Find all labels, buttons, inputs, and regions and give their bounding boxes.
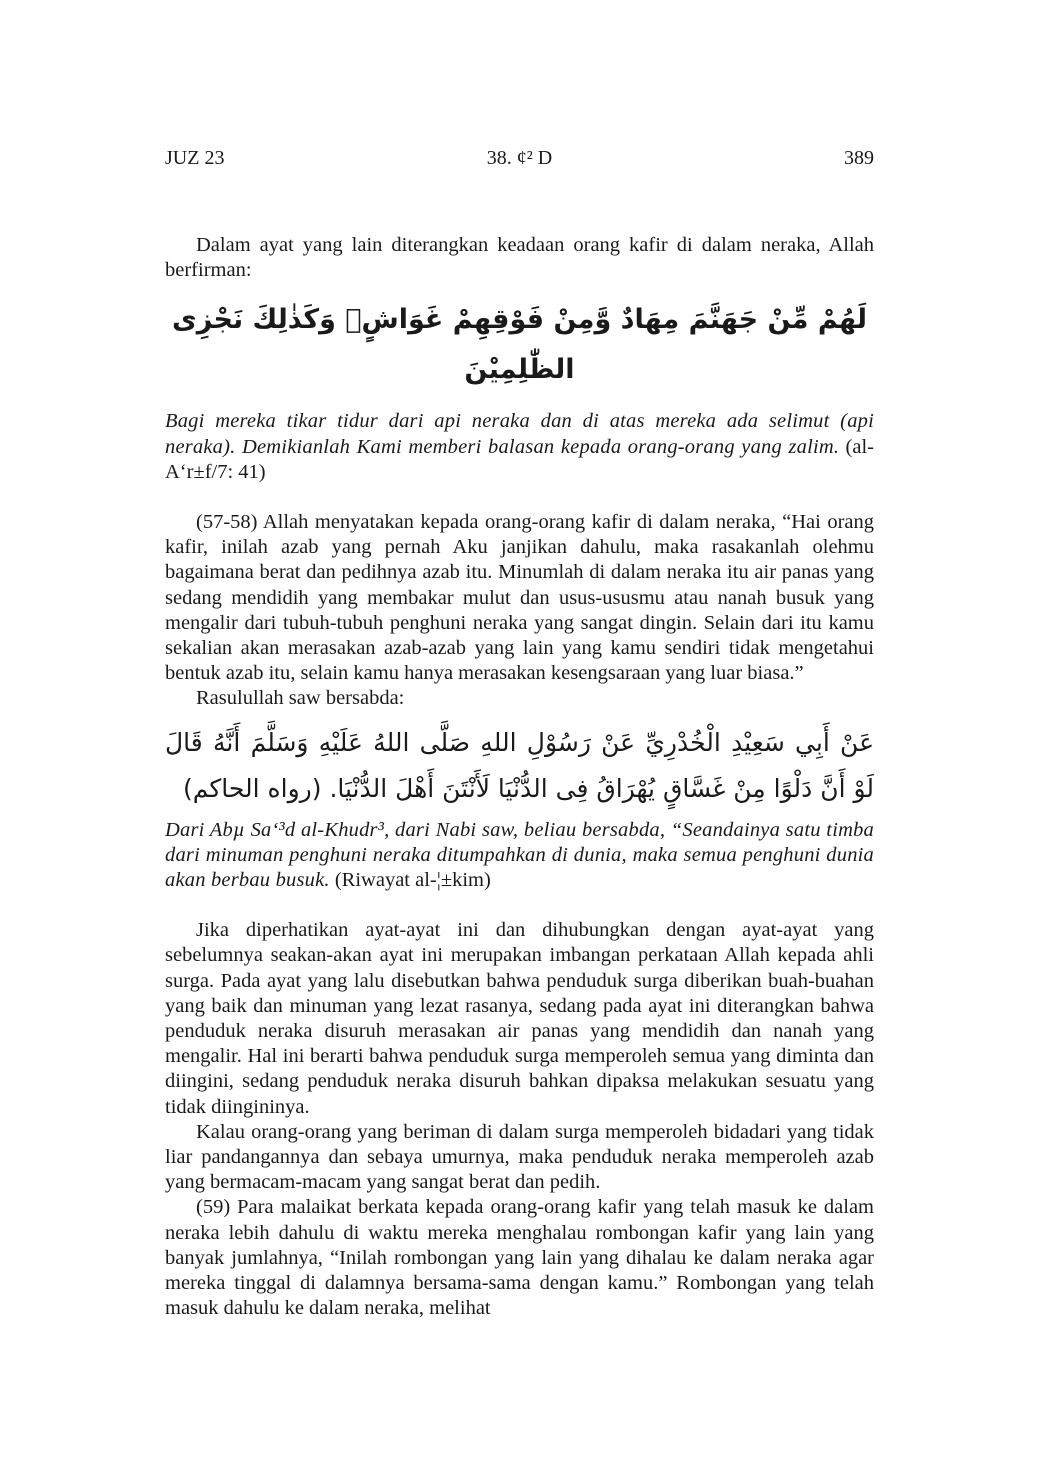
page	[165, 0, 874, 1475]
paragraph-hadith-intro: Rasulullah saw bersabda:	[196, 687, 405, 710]
page-body	[165, 233, 874, 1322]
hadith-arabic: عَنْ أَبِي سَعِيْدِ الْخُدْرِيِّ عَنْ رَسُوْلِ اللهِ صَلَّى اللهُ عَلَيْهِ وَسَلَّمَ أَنَّهُ قَالَ لَوْ أَنَّ دَلْوًا مِنْ غَسَّاقٍ يُهْرَاقُ فِى الدُّنْيَا لَأَنْتَنَ أَهْلَ الدُّنْيَا. (رواه الحاكم)	[165, 727, 874, 803]
running-header	[165, 147, 874, 171]
surah-label: 38. ¢² D	[486, 147, 553, 169]
hadith-translation-text: Dari Abµ Sa‘³d al-Khudr³, dari Nabi saw, beliau bersabda, “Seandainya satu timba dari minuman penghuni neraka ditumpahkan di dunia, maka semua penghuni dunia akan berbau busuk.	[165, 818, 874, 892]
paragraph-bidadari: Kalau orang-orang yang beriman di dalam surga memperoleh bidadari yang tidak liar pandangannya dan sebaya umurnya, maka penduduk neraka memperoleh azab yang bermacam-macam yang sangat berat dan pedih.	[165, 1120, 874, 1194]
page-number: 389	[844, 147, 874, 169]
verse-reference: (al-A‘r±f/7: 41)	[165, 435, 875, 483]
paragraph-57-58: (57-58) Allah menyatakan kepada orang-orang kafir di dalam neraka, “Hai orang kafir, inilah azab yang pernah Aku janjikan dahulu, maka rasakanlah olehmu bagaimana berat dan pedihnya azab itu. Minumlah di dalam neraka itu air panas yang sedang mendidih yang membakar mulut dan usus-ususmu atau nanah busuk yang mengalir dari tubuh-tubuh penghuni neraka yang sangat dingin. Selain dari itu kamu sekalian akan merasakan azab-azab yang lain yang kamu sendiri tidak mengetahui bentuk azab itu, selain kamu hanya merasakan kesengsaraan yang luar biasa.”	[165, 511, 874, 685]
paragraph-59: (59) Para malaikat berkata kepada orang-orang kafir yang telah masuk ke dalam neraka lebih dahulu di waktu mereka menghalau rombongan kafir yang lain yang banyak jumlahnya, “Inilah rombongan yang lain yang dihalau ke dalam neraka agar mereka tinggal di dalamnya bersama-sama dengan kamu.” Rombongan yang telah masuk dahulu ke dalam neraka, melihat	[165, 1196, 874, 1320]
hadith-translation	[165, 818, 874, 894]
spacer	[165, 893, 874, 918]
paragraph-intro: Dalam ayat yang lain diterangkan keadaan orang kafir di dalam neraka, Allah berfirman:	[165, 234, 874, 282]
spacer	[165, 485, 874, 510]
paragraph-comparison: Jika diperhatikan ayat-ayat ini dan dihubungkan dengan ayat-ayat yang sebelumnya seakan-akan ayat ini merupakan imbangan perkataan Allah kepada ahli surga. Pada ayat yang lalu disebutkan bahwa penduduk surga diberikan buah-buahan yang baik dan minuman yang lezat rasanya, sedang pada ayat ini diterangkan bahwa penduduk neraka disuruh merasakan air panas yang mendidih dan nanah yang mengalir. Hal ini berarti bahwa penduduk surga memperoleh semua yang diminta dan diingini, sedang penduduk neraka disuruh bahkan dipaksa melakukan sesuatu yang tidak diingininya.	[165, 919, 874, 1118]
juz-label: JUZ 23	[165, 147, 225, 169]
verse-translation-text: Bagi mereka tikar tidur dari api neraka dan di atas mereka ada selimut (api neraka). Demikianlah Kami memberi balasan kepada orang-orang yang zalim.	[165, 410, 874, 458]
verse-translation	[165, 409, 874, 485]
hadith-reference: (Riwayat al-¦±kim)	[329, 869, 491, 892]
quran-verse-arabic: لَهُمْ مِّنْ جَهَنَّمَ مِهَادٌ وَّمِنْ فَوْقِهِمْ غَوَاشٍۗ وَكَذٰلِكَ نَجْزِى الظّٰلِمِيْنَ	[171, 304, 868, 386]
